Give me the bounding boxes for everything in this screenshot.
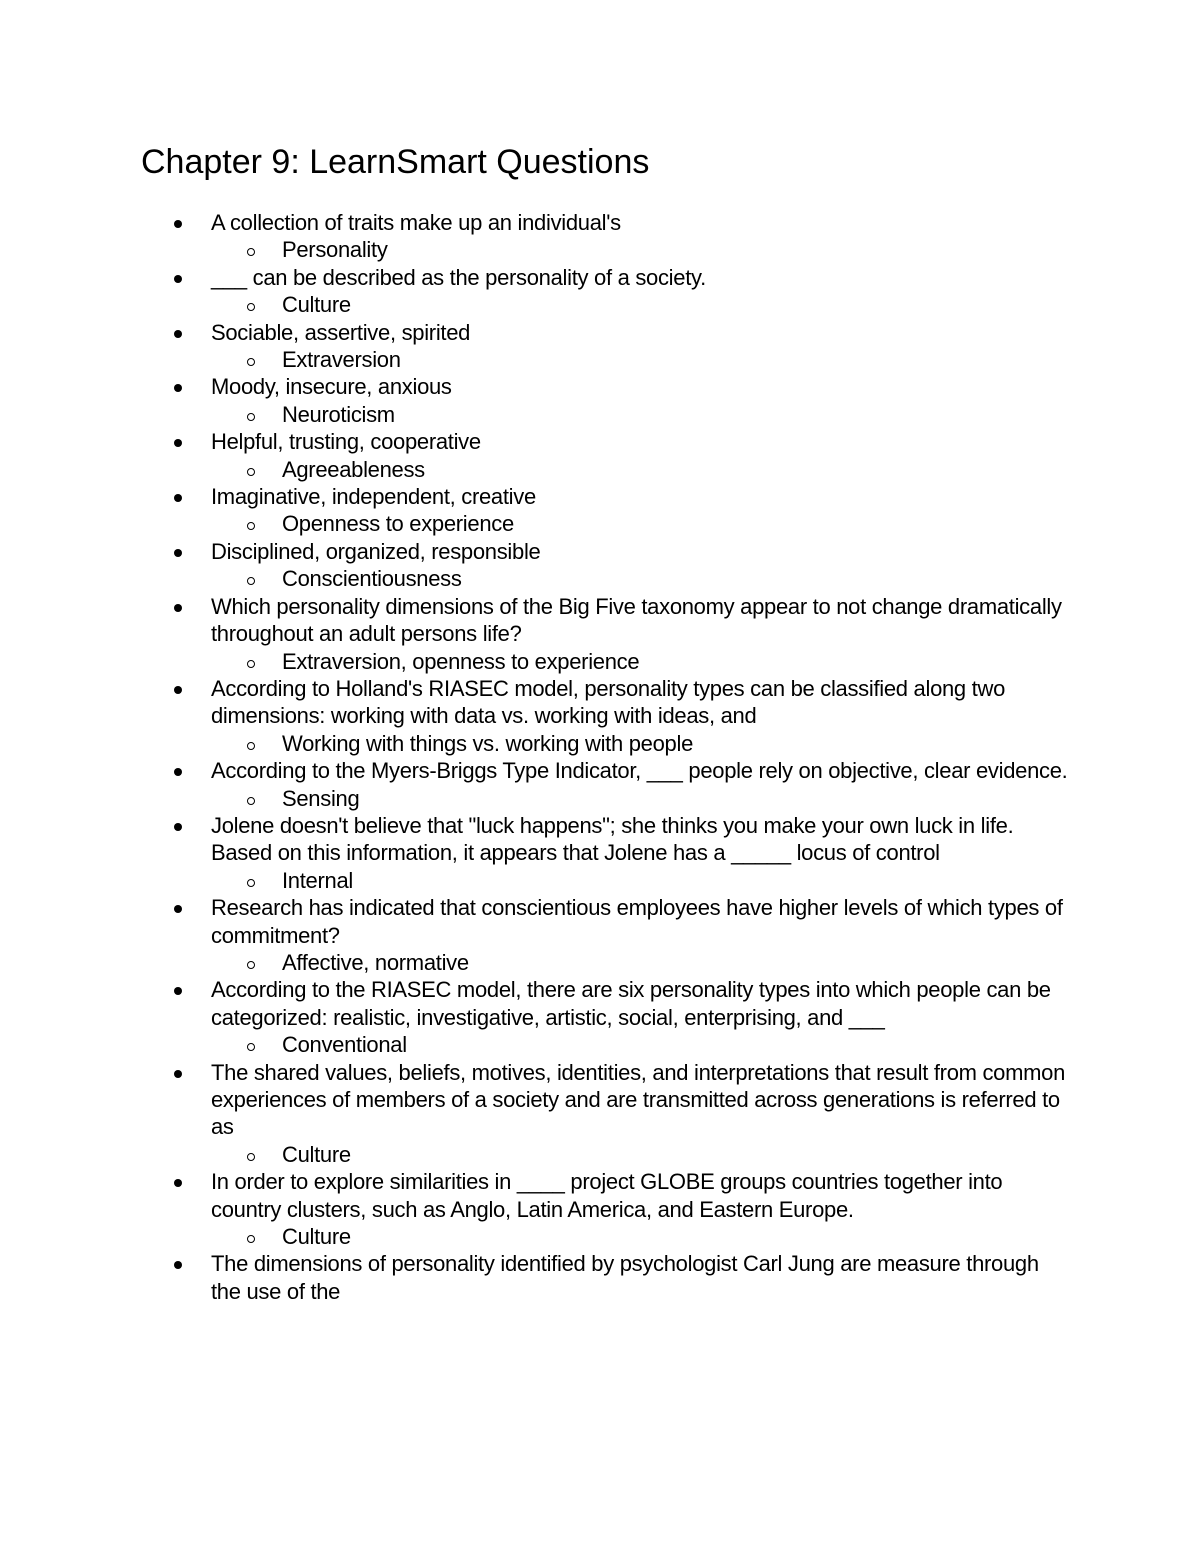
page-title: Chapter 9: LearnSmart Questions: [141, 143, 650, 181]
bullet-dot-icon: [174, 384, 182, 392]
question-text: [0, 264, 1071, 291]
question-text: [0, 538, 1071, 565]
answer-label: Culture: [282, 1141, 351, 1167]
question-label: According to the Myers-Briggs Type Indicator, ___ people rely on objective, clear evidence.: [211, 758, 1068, 784]
answer-label: Neuroticism: [282, 401, 395, 427]
question-label: In order to explore similarities in ____ project GLOBE groups countries together into country clusters, such as Anglo, Latin America, and Eastern Europe.: [211, 1169, 1003, 1222]
question-item: [0, 757, 1200, 812]
hollow-circle-bullet-icon: [247, 797, 255, 805]
answer-label: Working with things vs. working with people: [282, 730, 693, 756]
answer-label: Openness to experience: [282, 511, 514, 537]
hollow-circle-bullet-icon: [247, 1235, 255, 1243]
question-text: [0, 812, 1071, 867]
question-item: [0, 209, 1200, 264]
question-item: [0, 812, 1200, 894]
answer-text: [0, 1141, 1200, 1168]
hollow-circle-bullet-icon: [247, 303, 255, 311]
bullet-dot-icon: [174, 439, 182, 447]
question-item: [0, 373, 1200, 428]
bullet-dot-icon: [174, 494, 182, 502]
question-label: Imaginative, independent, creative: [211, 484, 536, 510]
question-text: [0, 675, 1071, 730]
question-label: Jolene doesn't believe that "luck happens"; she thinks you make your own luck in life. Based on this information, it appears that Jolene has a _____ locus of control: [211, 812, 1014, 866]
question-text: [0, 209, 1071, 236]
question-label: Disciplined, organized, responsible: [211, 538, 541, 564]
question-list: [0, 209, 1200, 1305]
answer-label: Affective, normative: [282, 949, 469, 975]
question-item: [0, 1168, 1200, 1250]
bullet-dot-icon: [174, 905, 182, 913]
answer-label: Internal: [282, 867, 353, 893]
question-label: Moody, insecure, anxious: [211, 374, 452, 400]
question-item: [0, 1059, 1200, 1169]
question-item: [0, 1250, 1200, 1305]
bullet-dot-icon: [174, 823, 182, 831]
question-label: The dimensions of personality identified by psychologist Carl Jung are measure through the use of the: [211, 1251, 1039, 1304]
bullet-dot-icon: [174, 987, 182, 995]
answer-text: [0, 867, 1200, 894]
question-text: [0, 593, 1071, 648]
bullet-dot-icon: [174, 686, 182, 694]
question-label: Research has indicated that conscientious employees have higher levels of which types of commitment?: [211, 895, 1063, 948]
answer-label: Personality: [282, 237, 388, 263]
hollow-circle-bullet-icon: [247, 577, 255, 585]
question-item: [0, 264, 1200, 319]
answer-label: Extraversion, openness to experience: [282, 648, 640, 674]
answer-label: Conscientiousness: [282, 566, 462, 592]
question-text: [0, 1168, 1071, 1223]
hollow-circle-bullet-icon: [247, 879, 255, 887]
answer-label: Culture: [282, 292, 351, 318]
answer-label: Extraversion: [282, 347, 401, 373]
answer-text: [0, 648, 1200, 675]
answer-text: [0, 730, 1200, 757]
answer-text: [0, 785, 1200, 812]
hollow-circle-bullet-icon: [247, 961, 255, 969]
question-text: [0, 894, 1071, 949]
answer-text: [0, 456, 1200, 483]
answer-text: [0, 291, 1200, 318]
question-item: [0, 675, 1200, 757]
question-item: [0, 319, 1200, 374]
question-text: [0, 373, 1071, 400]
answer-label: Agreeableness: [282, 456, 425, 482]
answer-label: Culture: [282, 1224, 351, 1250]
question-text: [0, 1250, 1071, 1305]
bullet-dot-icon: [174, 604, 182, 612]
question-text: [0, 428, 1071, 455]
answer-text: [0, 949, 1200, 976]
question-text: [0, 976, 1071, 1031]
hollow-circle-bullet-icon: [247, 468, 255, 476]
bullet-dot-icon: [174, 1179, 182, 1187]
hollow-circle-bullet-icon: [247, 358, 255, 366]
bullet-dot-icon: [174, 1261, 182, 1269]
bullet-dot-icon: [174, 275, 182, 283]
question-item: [0, 593, 1200, 675]
answer-label: Conventional: [282, 1032, 407, 1058]
question-label: Which personality dimensions of the Big Five taxonomy appear to not change dramatically throughout an adult persons life?: [211, 593, 1062, 647]
question-text: [0, 319, 1071, 346]
question-item: [0, 428, 1200, 483]
bullet-dot-icon: [174, 1070, 182, 1078]
bullet-dot-icon: [174, 768, 182, 776]
bullet-dot-icon: [174, 330, 182, 338]
hollow-circle-bullet-icon: [247, 660, 255, 668]
question-label: According to Holland's RIASEC model, personality types can be classified along two dimensions: working with data vs. working with ideas, and: [211, 675, 1006, 729]
question-item: [0, 483, 1200, 538]
answer-text: [0, 565, 1200, 592]
question-label: The shared values, beliefs, motives, identities, and interpretations that result from common experiences of members of a society and are transmitted across generations is referred to as: [211, 1059, 1066, 1140]
hollow-circle-bullet-icon: [247, 248, 255, 256]
question-item: [0, 894, 1200, 976]
question-label: A collection of traits make up an individual's: [211, 210, 621, 235]
answer-text: [0, 346, 1200, 373]
answer-text: [0, 1031, 1200, 1058]
bullet-dot-icon: [174, 549, 182, 557]
hollow-circle-bullet-icon: [247, 1043, 255, 1051]
answer-label: Sensing: [282, 785, 360, 811]
hollow-circle-bullet-icon: [247, 742, 255, 750]
answer-text: [0, 510, 1200, 537]
question-label: Sociable, assertive, spirited: [211, 319, 471, 345]
question-label: Helpful, trusting, cooperative: [211, 429, 481, 455]
question-label: ___ can be described as the personality of a society.: [211, 264, 706, 290]
question-item: [0, 538, 1200, 593]
answer-text: [0, 1223, 1200, 1250]
answer-text: [0, 401, 1200, 428]
answer-text: [0, 236, 1200, 263]
question-text: [0, 757, 1071, 784]
bullet-dot-icon: [174, 220, 182, 228]
question-text: [0, 1059, 1071, 1141]
hollow-circle-bullet-icon: [247, 522, 255, 530]
question-item: [0, 976, 1200, 1058]
hollow-circle-bullet-icon: [247, 1153, 255, 1161]
hollow-circle-bullet-icon: [247, 413, 255, 421]
question-text: [0, 483, 1071, 510]
question-label: According to the RIASEC model, there are six personality types into which people can be categorized: realistic, investigative, artistic, social, enterprising, and ___: [211, 977, 1051, 1030]
